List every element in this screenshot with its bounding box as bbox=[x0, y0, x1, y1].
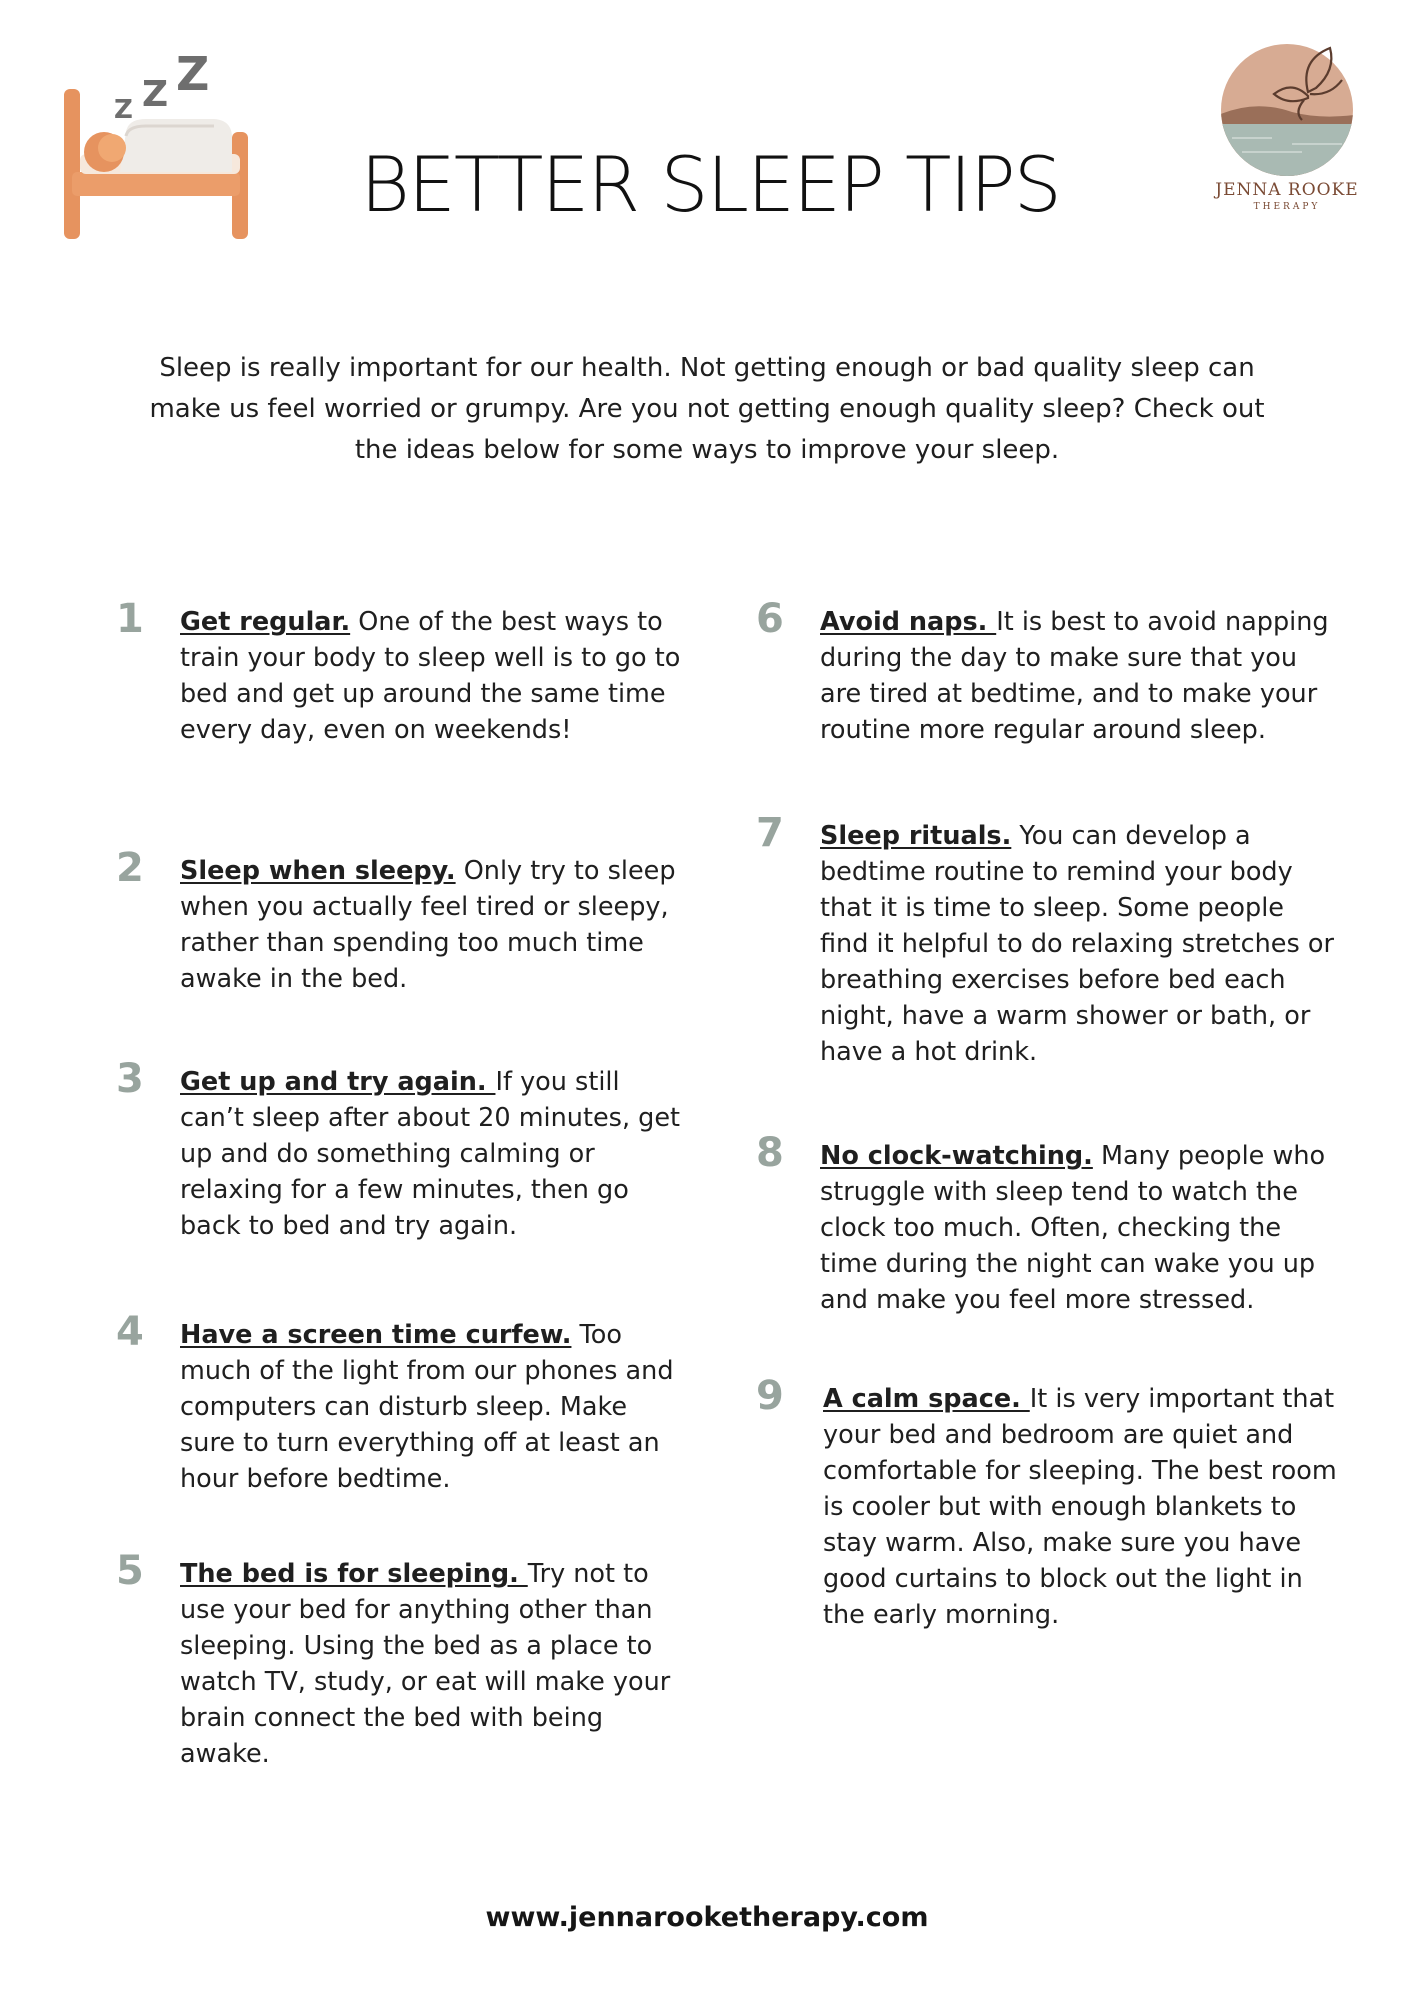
tip-number: 9 bbox=[756, 1373, 784, 1419]
tip-text: Only try to sleep when you actually feel tired or sleepy, rather than spending too much time awake in the bed. bbox=[180, 856, 676, 994]
tip-text: Try not to use your bed for anything other than sleeping. Using the bed as a place to watch TV, study, or eat will make your brain connect the bed with being awake. bbox=[180, 1559, 671, 1769]
z-large: Z bbox=[176, 47, 210, 101]
tip-number: 1 bbox=[116, 596, 144, 642]
tip-heading: Get regular. bbox=[180, 607, 351, 637]
tip-number: 2 bbox=[116, 845, 144, 891]
tip-text: One of the best ways to train your body to sleep well is to go to bed and get up around the same time every day, even on weekends! bbox=[180, 607, 681, 745]
z-medium: Z bbox=[142, 74, 169, 115]
z-small: Z bbox=[114, 95, 133, 125]
tip-number: 8 bbox=[756, 1130, 784, 1176]
tip-heading: Sleep rituals. bbox=[820, 821, 1012, 851]
tip-number: 6 bbox=[756, 596, 784, 642]
tip-heading: The bed is for sleeping. bbox=[180, 1559, 528, 1589]
brand-logo bbox=[1212, 40, 1362, 220]
tip-heading: No clock-watching. bbox=[820, 1141, 1093, 1171]
intro-paragraph: Sleep is really important for our health. Not getting enough or bad quality sleep can make us feel worried or grumpy. Are you not getting enough quality sleep? Check out the ideas below for some ways to improve your sleep. bbox=[149, 353, 1265, 465]
tip-text: You can develop a bedtime routine to remind your body that it is time to sleep. Some people find it helpful to do relaxing stretches or breathing exercises before bed each night, have a warm shower or bath, or have a hot drink. bbox=[820, 821, 1334, 1067]
tip-heading: Sleep when sleepy. bbox=[180, 856, 456, 886]
tip-heading: A calm space. bbox=[823, 1384, 1030, 1414]
logo-line-2: THERAPY bbox=[1253, 202, 1321, 212]
tip-number: 4 bbox=[116, 1309, 144, 1355]
tip-number: 5 bbox=[116, 1548, 144, 1594]
page-title: BETTER SLEEP TIPS bbox=[360, 140, 1060, 229]
tip-number: 3 bbox=[116, 1056, 144, 1102]
tip-text: It is best to avoid napping during the day to make sure that you are tired at bedtime, and to make your routine more regular around sleep. bbox=[820, 607, 1329, 745]
tip-text: Many people who struggle with sleep tend to watch the clock too much. Often, checking the time during the night can wake you up and make you feel more stressed. bbox=[820, 1141, 1326, 1315]
tip-text: Too much of the light from our phones and computers can disturb sleep. Make sure to turn everything off at least an hour before bedtime. bbox=[180, 1320, 674, 1494]
tip-text: If you still can’t sleep after about 20 minutes, get up and do something calming or relaxing for a few minutes, then go back to bed and try again. bbox=[180, 1067, 681, 1241]
tip-number: 7 bbox=[756, 810, 784, 856]
bed-sleeping-icon bbox=[56, 44, 256, 244]
tip-heading: Get up and try again. bbox=[180, 1067, 496, 1097]
tip-heading: Avoid naps. bbox=[820, 607, 997, 637]
tip-heading: Have a screen time curfew. bbox=[180, 1320, 572, 1350]
tip-text: It is very important that your bed and bedroom are quiet and comfortable for sleeping. The best room is cooler but with enough blankets to stay warm. Also, make sure you have good curtains to block out the light in the early morning. bbox=[823, 1384, 1337, 1630]
footer-url[interactable]: www.jennarooketherapy.com bbox=[485, 1902, 929, 1933]
logo-line-1: JENNA ROOKE bbox=[1215, 180, 1359, 200]
